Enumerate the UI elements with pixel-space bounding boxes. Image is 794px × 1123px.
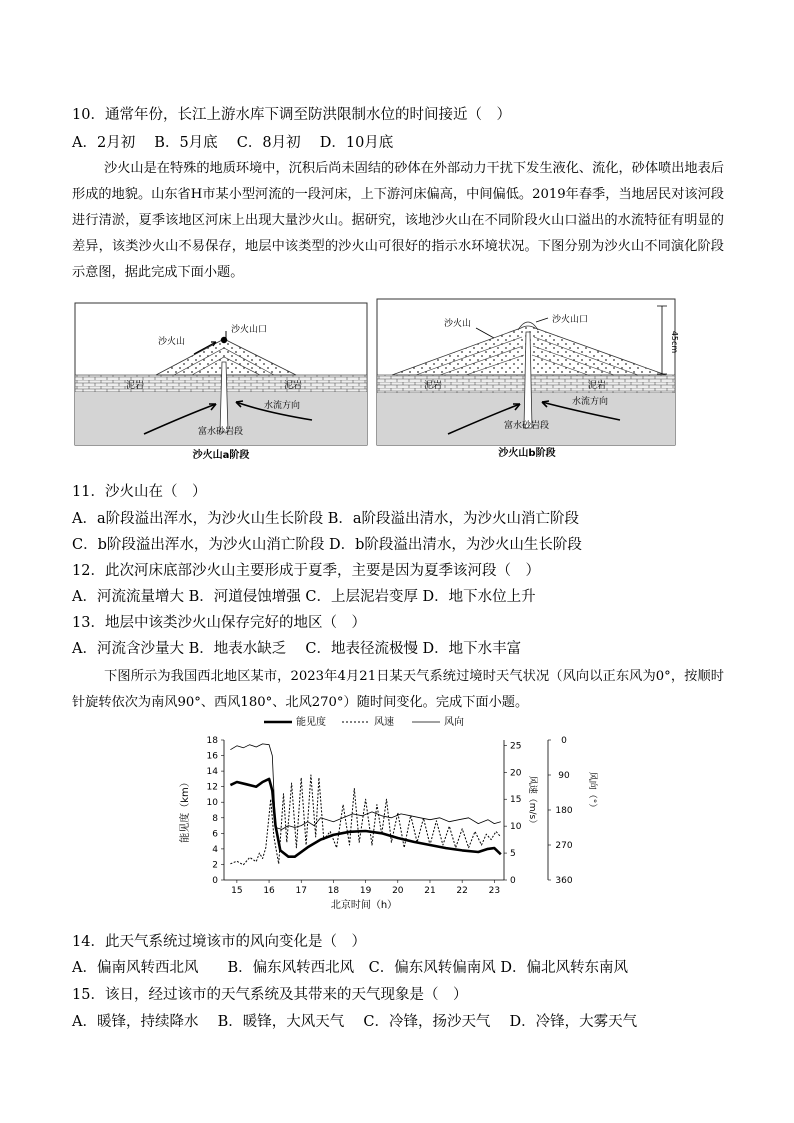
x-tick-label-2: 17 — [295, 886, 307, 896]
y-mid-axis-label: 风速（m/s） — [527, 775, 537, 829]
y-left-tick-label-9: 18 — [206, 736, 218, 746]
q15-options: A．暖锋，持续降水 B．暖锋，大风天气 C．冷锋，扬沙天气 D．冷锋，大雾天气 — [72, 1014, 638, 1030]
figA-mudstone-left: 泥岩 — [126, 381, 145, 391]
y-mid-tick-label-0: 0 — [510, 876, 516, 886]
passage-weather: 下图所示为我国西北地区某市，2023年4月21日某天气系统过境时天气状况（风向以正东风为0°，按顺时针旋转依次为南风90°、西风180°、北风270°）随时间变化。完成下面小题。 — [72, 669, 724, 710]
q15-stem: 15．该日，经过该市的天气系统及其带来的天气现象是（ ） — [72, 987, 468, 1003]
figB-aquifer-label: 富水砂岩段 — [504, 421, 550, 431]
q13-options: A．河流含沙量大 B．地表水缺乏 C．地表径流极慢 D．地下水丰富 — [72, 641, 522, 657]
figA-mudstone-right: 泥岩 — [284, 381, 303, 391]
figA-volcano-label: 沙火山 — [158, 337, 186, 347]
q11-options-cd: C．b阶段溢出浑水，为沙火山消亡阶段 D．b阶段溢出清水，为沙火山生长阶段 — [72, 537, 582, 553]
weather-chart — [176, 712, 618, 912]
x-tick-label-8: 23 — [488, 886, 501, 896]
figB-mudstone-left: 泥岩 — [424, 381, 443, 391]
y-left-tick-label-1: 2 — [212, 860, 218, 871]
y-left-tick-label-8: 16 — [206, 751, 218, 762]
legend-label-2: 风向 — [444, 717, 464, 728]
y-left-tick-label-3: 6 — [212, 829, 218, 840]
q12-options: A．河流流量增大 B．河道侵蚀增强 C．上层泥岩变厚 D．地下水位上升 — [72, 589, 536, 605]
q10-stem: 10．通常年份，长江上游水库下调至防洪限制水位的时间接近（ ） — [72, 107, 511, 123]
y-mid-tick-label-2: 10 — [510, 822, 522, 833]
x-axis-label: 北京时间（h） — [330, 900, 398, 911]
figB-flow-label: 水流方向 — [572, 397, 609, 407]
x-tick-label-5: 20 — [392, 886, 404, 896]
x-tick-label-7: 22 — [456, 886, 468, 896]
y-right-tick-label-2: 180 — [555, 806, 573, 816]
y-left-tick-label-5: 10 — [206, 798, 218, 809]
q11-stem: 11．沙火山在（ ） — [72, 484, 207, 500]
figB-caption: 沙火山b阶段 — [498, 448, 556, 459]
x-tick-label-0: 15 — [231, 886, 243, 896]
y-right-axis-label: 风向（°） — [587, 771, 597, 813]
q13-stem: 13．地层中该类沙火山保存完好的地区（ ） — [72, 615, 366, 631]
y-mid-tick-label-4: 20 — [510, 768, 522, 779]
figB-mudstone-right: 泥岩 — [588, 381, 607, 391]
q10-options: A．2月初 B．5月底 C．8月初 D．10月底 — [72, 135, 394, 151]
y-left-tick-label-4: 8 — [212, 813, 218, 824]
q12-stem: 12．此次河床底部沙火山主要形成于夏季，主要是因为夏季该河段（ ） — [72, 563, 540, 579]
q14-options: A．偏南风转西北风 B．偏东风转西北风 C．偏东风转偏南风 D．偏北风转东南风 — [72, 960, 628, 976]
figB-crater-label: 沙火山口 — [552, 315, 589, 325]
y-left-tick-label-7: 14 — [206, 767, 218, 778]
figure-stage-b — [376, 298, 678, 462]
x-tick-label-1: 16 — [263, 886, 275, 896]
x-tick-label-6: 21 — [424, 886, 436, 896]
x-tick-label-3: 18 — [327, 886, 340, 896]
y-mid-tick-label-3: 15 — [510, 795, 522, 806]
passage-sand-volcano: 沙火山是在特殊的地质环境中，沉积后尚未固结的砂体在外部动力干扰下发生液化、流化，砂体喷出地表后形成的地貌。山东省H市某小型河流的一段河床，上下游河床偏高，中间偏低。2019年春季，当地居民对该河段进行清淤，夏季该地区河床上出现大量沙火山。据研究，该地沙火山在不同阶段火山口溢出的水流特征有明显的差异，该类沙火山不易保存，地层中该类型的沙火山可很好的指示水环境状况。下图分别为沙火山不同演化阶段示意图，据此完成下面小题。 — [72, 161, 724, 280]
figure-stage-a — [74, 302, 368, 464]
x-tick-label-4: 19 — [359, 886, 372, 896]
figB-height-label: 45cm — [670, 330, 679, 354]
series-0 — [230, 779, 500, 857]
y-left-tick-label-2: 4 — [212, 844, 218, 855]
figA-flow-label: 水流方向 — [264, 401, 301, 411]
y-mid-tick-label-5: 25 — [510, 741, 522, 752]
y-right-tick-label-4: 360 — [555, 876, 573, 886]
q11-options-ab: A．a阶段溢出浑水，为沙火山生长阶段 B．a阶段溢出清水，为沙火山消亡阶段 — [72, 511, 580, 527]
y-left-tick-label-0: 0 — [212, 876, 218, 886]
y-left-axis-label: 能见度（km） — [180, 777, 191, 843]
legend-label-1: 风速 — [374, 717, 394, 728]
figA-caption: 沙火山a阶段 — [192, 450, 250, 461]
figA-crater-label: 沙火山口 — [231, 325, 268, 335]
figB-volcano-label: 沙火山 — [444, 319, 472, 329]
legend-label-0: 能见度 — [296, 717, 326, 728]
y-right-tick-label-1: 90 — [558, 771, 570, 781]
y-mid-tick-label-1: 5 — [510, 849, 516, 860]
y-right-tick-label-0: 0 — [561, 736, 567, 746]
figA-aquifer-label: 富水砂岩段 — [198, 427, 244, 437]
y-left-tick-label-6: 12 — [206, 782, 218, 793]
y-right-tick-label-3: 270 — [555, 841, 573, 851]
q14-stem: 14．此天气系统过境该市的风向变化是（ ） — [72, 934, 366, 950]
